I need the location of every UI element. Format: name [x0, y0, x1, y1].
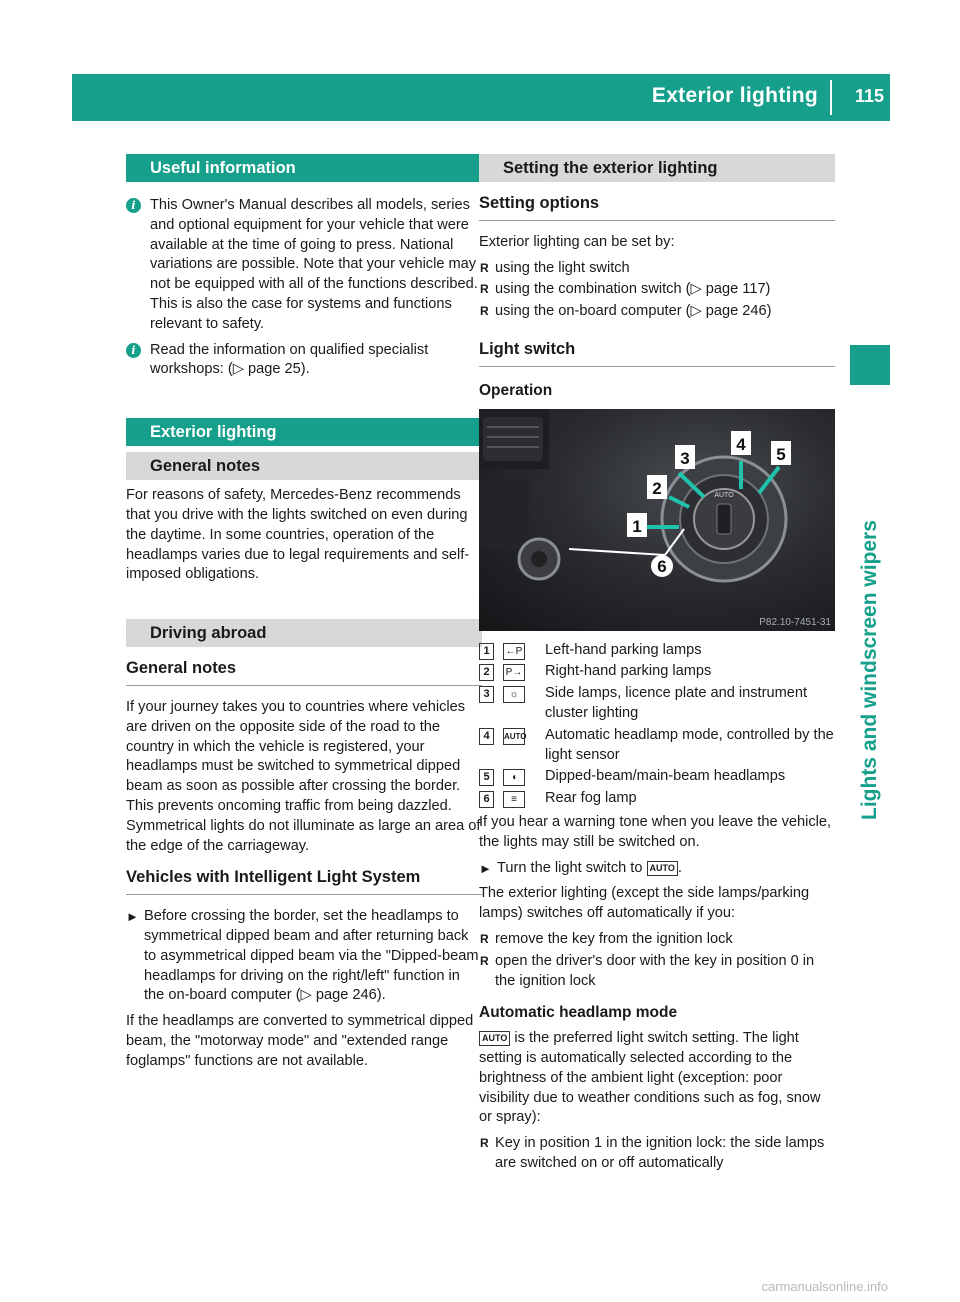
legend-list: [479, 641, 835, 809]
info-icon: i: [126, 343, 141, 358]
step-arrow-icon: ►: [126, 909, 139, 925]
list-item: R using the combination switch (▷ page 117): [479, 280, 835, 300]
page-number: 115: [854, 86, 884, 106]
legend-number: 3: [479, 686, 494, 703]
legend-text: Dipped-beam/main-beam headlamps: [545, 768, 786, 785]
legend-text: Left-hand parking lamps: [545, 641, 702, 658]
chapter-label: Lights and windscreen wipers: [858, 520, 881, 820]
callout-2: 2: [652, 478, 662, 498]
auto-mode-list: [479, 1134, 835, 1174]
list-item: R using the light switch: [479, 259, 835, 279]
setting-exterior-lighting-bar: Setting the exterior lighting: [479, 154, 835, 182]
auto-symbol-icon: AUTO: [479, 1031, 510, 1046]
list-item: R Key in position 1 in the ignition lock: the side lamps are switched on or off automatically: [479, 1134, 835, 1174]
legend-text: Right-hand parking lamps: [545, 663, 712, 680]
list-item: R open the driver's door with the key in position 0 in the ignition lock: [479, 952, 835, 992]
callout-6: 6: [657, 556, 667, 576]
turn-switch-step: [479, 859, 835, 879]
general-notes-heading: General notes: [126, 659, 482, 686]
step-arrow-icon: ►: [479, 860, 492, 876]
setting-options-heading: Setting options: [479, 194, 835, 221]
info-note-text: Read the information on qualified specialist workshops: (▷ page 25).: [150, 341, 429, 378]
auto-mode-text: is the preferred light switch setting. The light setting is automatically selected according to the brightness of the ambient light (exception: poor visibility due to weather conditions such as fog, snow or spray):: [479, 1030, 821, 1126]
setting-options-list: [479, 259, 835, 322]
chapter-tab: [850, 345, 890, 385]
exterior-lighting-title: Exterior lighting: [126, 418, 482, 446]
header-title: Exterior lighting: [651, 84, 818, 107]
ils-text: If the headlamps are converted to symmetrical dipped beam, the "motorway mode" and "extended range foglamps" functions are not available.: [126, 1013, 474, 1069]
dipped-beam-icon: ◖: [503, 769, 525, 786]
side-lamp-icon: ☼: [503, 686, 525, 703]
useful-information-title: Useful information: [126, 154, 482, 182]
switch-off-text: The exterior lighting (except the side lamps/parking lamps) switches off automatically if you:: [479, 885, 810, 922]
legend-number: 2: [479, 664, 494, 681]
light-switch-photo: [479, 409, 835, 631]
info-note: [126, 196, 482, 335]
right-parking-lamp-icon: P→: [503, 664, 525, 681]
auto-mode-paragraph: [479, 1029, 835, 1128]
list-item: R using the on-board computer (▷ page 246): [479, 302, 835, 322]
switch-auto-label: AUTO: [714, 491, 734, 499]
driving-abroad-bar: Driving abroad: [126, 619, 482, 647]
light-switch-illustration: [479, 409, 835, 631]
legend-item: [479, 641, 835, 661]
legend-number: 4: [479, 728, 494, 745]
legend-text: Automatic headlamp mode, controlled by the light sensor: [545, 726, 834, 763]
info-note: [126, 341, 482, 381]
driving-abroad-text: If your journey takes you to countries where vehicles are driven on the opposite side of the road to the country in which the vehicle is registered, your headlamps must be switched to symmetrical dipped beam as soon as possible after crossing the border. This prevents oncoming traffic from being dazzled. Symmetrical lights do not illuminate as large an area of the edge of the carriageway.: [126, 698, 481, 854]
legend-item: [479, 684, 835, 724]
switch-off-list: [479, 930, 835, 991]
legend-item: [479, 767, 835, 787]
callout-1: 1: [632, 516, 642, 536]
photo-code: P82.10-7451-31: [759, 616, 831, 628]
legend-number: 5: [479, 769, 494, 786]
light-switch-heading: Light switch: [479, 340, 835, 367]
ils-step: [126, 907, 482, 1006]
turn-step-text: Turn the light switch to: [497, 859, 643, 876]
legend-item: [479, 662, 835, 682]
left-parking-lamp-icon: ←P: [503, 643, 525, 660]
info-icon: i: [126, 198, 141, 213]
legend-text: Rear fog lamp: [545, 790, 637, 807]
legend-number: 1: [479, 643, 494, 660]
left-column: [126, 154, 482, 1078]
legend-number: 6: [479, 791, 494, 808]
warning-text: If you hear a warning tone when you leave the vehicle, the lights may still be switched on.: [479, 813, 832, 850]
auto-symbol-icon: AUTO: [647, 861, 678, 876]
legend-item: [479, 789, 835, 809]
general-notes-text: For reasons of safety, Mercedes-Benz recommends that you drive with the lights switched on even during the daytime. In some countries, operation of the headlamps varies due to legal requirements and self-imposed obligations.: [126, 487, 470, 583]
general-notes-bar: General notes: [126, 452, 482, 480]
right-column: [479, 154, 835, 1176]
auto-mode-heading: Automatic headlamp mode: [479, 1004, 678, 1022]
header-separator: [830, 80, 832, 115]
list-item: R remove the key from the ignition lock: [479, 930, 835, 950]
ils-heading: Vehicles with Intelligent Light System: [126, 868, 482, 895]
rear-fog-lamp-icon: ≡: [503, 791, 525, 808]
auto-mode-icon: AUTO: [503, 728, 525, 745]
watermark: carmanualsonline.info: [761, 1279, 888, 1294]
operation-heading: Operation: [479, 381, 553, 399]
turn-step-suffix: .: [677, 859, 682, 876]
legend-item: [479, 726, 835, 766]
callout-5: 5: [776, 444, 786, 464]
setting-intro: Exterior lighting can be set by:: [479, 233, 675, 250]
callout-3: 3: [680, 448, 690, 468]
callout-4: 4: [736, 434, 746, 454]
ils-step-text: Before crossing the border, set the headlamps to symmetrical dipped beam and after returning back to asymmetrical dipped beam via the "Dipped-beam headlamps for driving on the right/left" function in the on-board computer (▷ page 246).: [144, 908, 479, 1004]
info-note-text: This Owner's Manual describes all models, series and optional equipment for your vehicle that were available at the time of going to press. National variations are possible. Note that your vehicle may not be equipped with all of the functions described. This is also the case for systems and functions relevant to safety.: [150, 197, 478, 332]
legend-text: Side lamps, licence plate and instrument cluster lighting: [545, 685, 808, 721]
header-bar: [72, 74, 890, 121]
